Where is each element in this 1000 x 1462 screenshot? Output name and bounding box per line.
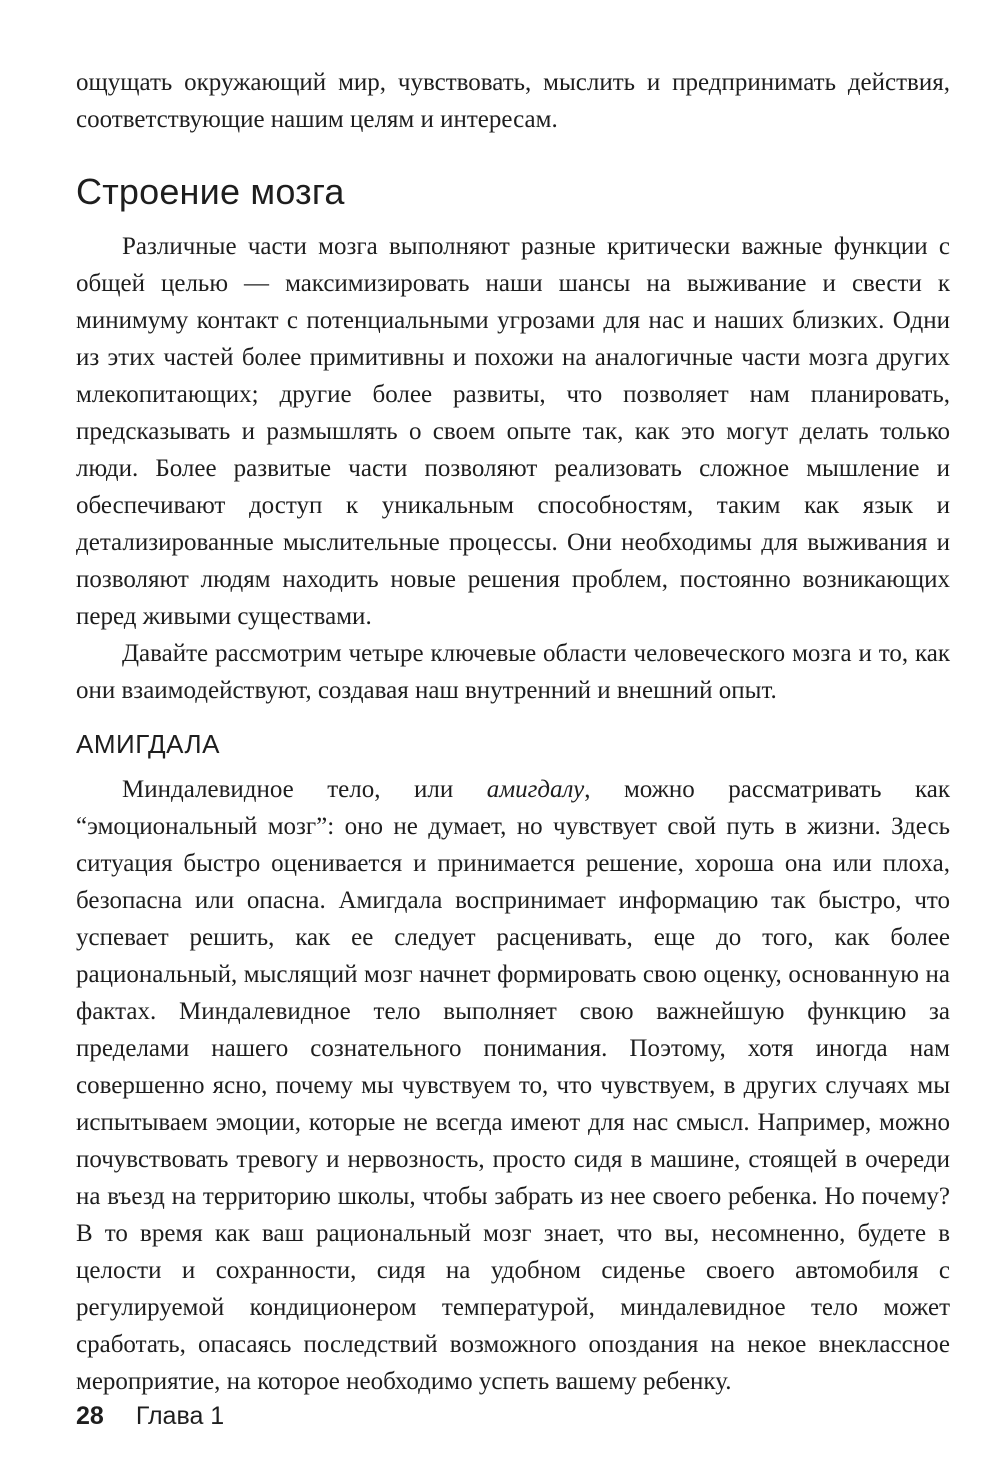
subsection-title: АМИГДАЛА	[76, 729, 220, 759]
section-title: Строение мозга	[76, 171, 345, 212]
amygdala-term: амигдалу	[486, 776, 585, 803]
page-number: 28	[76, 1402, 104, 1430]
intro-paragraph: ощущать окружающий мир, чувствовать, мыслить и предпринимать действия, соответствующие нашим целям и интересам.	[76, 69, 950, 133]
section-paragraph-1: Различные части мозга выполняют разные критически важные функции с общей целью — максимизировать наши шансы на выживание и свести к минимуму контакт с потенциальными угрозами для нас и наших близких. Одни из этих частей более примитивны и похожи на аналогичные части мозга других млекопитающих; другие более развиты, что позволяет нам планировать, предсказывать и размышлять о своем опыте так, как это могут делать только люди. Более развитые части позволяют реализовать сложное мышление и обеспечивают доступ к уникальным способностям, таким как язык и детализированные мыслительные процессы. Они необходимы для выживания и позволяют людям находить новые решения проблем, постоянно возникающих перед живыми существами.	[76, 233, 950, 630]
page-footer	[76, 1400, 224, 1432]
amygdala-text-start: Миндалевидное тело, или	[122, 776, 487, 803]
amygdala-text-rest: , можно рассматривать как “эмоциональный мозг”: оно не думает, но чувствует свой путь в жизни. Здесь ситуация быстро оценивается и принимается решение, хороша она или плоха, безопасна или опасна. Амигдала воспринимает информацию так быстро, что успевает решить, как ее следует расценивать, еще до того, как более рациональный, мыслящий мозг начнет формировать свою оценку, основанную на фактах. Миндалевидное тело выполняет свою важнейшую функцию за пределами нашего сознательного понимания. Поэтому, хотя иногда нам совершенно ясно, почему мы чувствуем то, что чувствуем, в других случаях мы испытываем эмоции, которые не всегда имеют для нас смысл. Например, можно почувствовать тревогу и нервозность, просто сидя в машине, стоящей в очереди на въезд на территорию школы, чтобы забрать из нее своего ребенка. Но почему? В то время как ваш рациональный мозг знает, что вы, несомненно, будете в целости и сохранности, сидя на удобном сиденье своего автомобиля с регулируемой кондиционером температурой, миндалевидное тело может сработать, опасаясь последствий возможного опоздания на некое внеклассное мероприятие, на которое необходимо успеть вашему ребенку.	[76, 776, 950, 1395]
amygdala-paragraph	[76, 771, 950, 1400]
chapter-label: Глава 1	[135, 1402, 225, 1430]
section-paragraph-2: Давайте рассмотрим четыре ключевые области человеческого мозга и то, как они взаимодействуют, создавая наш внутренний и внешний опыт.	[76, 640, 950, 704]
page-content	[76, 64, 950, 1400]
